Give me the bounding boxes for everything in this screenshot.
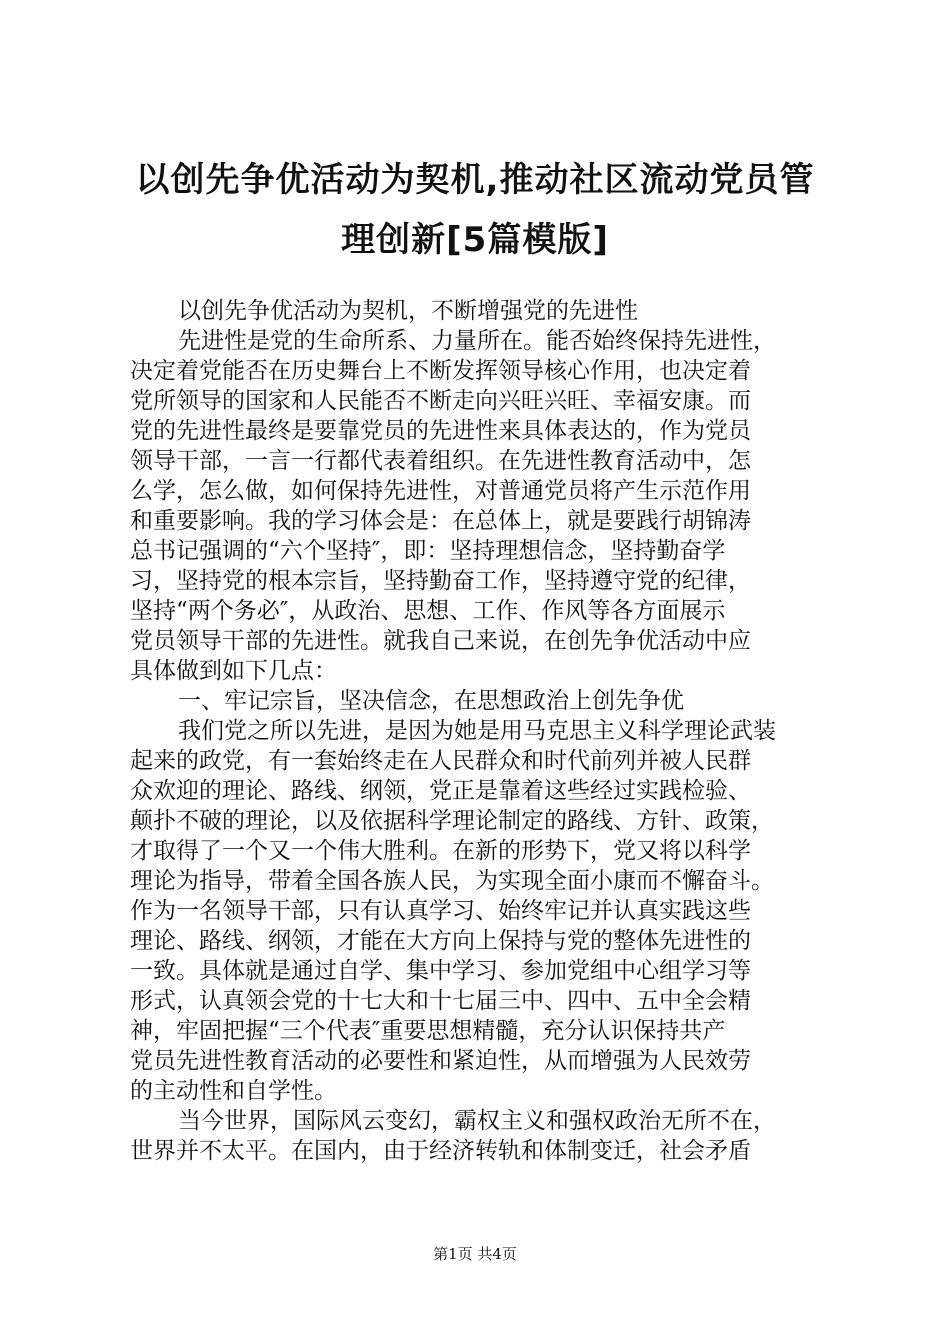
text-line: 习，坚持党的根本宗旨，坚持勤奋工作，坚持遵守党的纪律， xyxy=(130,568,751,594)
text-line: 起来的政党，有一套始终走在人民群众和时代前列并被人民群 xyxy=(130,748,751,774)
page-footer: 第1页 共4页 xyxy=(433,1245,517,1263)
text-line: 党员先进性教育活动的必要性和紧迫性，从而增强为人民效劳 xyxy=(130,1048,751,1074)
text-line: 以创先争优活动为契机，不断增强党的先进性 xyxy=(178,298,638,324)
document-body xyxy=(130,296,830,1166)
document-title-line-2: 理创新[5篇模版] xyxy=(341,220,609,260)
text-line: 我们党之所以先进，是因为她是用马克思主义科学理论武装 xyxy=(178,718,776,744)
text-line: 总书记强调的“六个坚持″，即：坚持理想信念，坚持勤奋学 xyxy=(130,538,726,564)
text-line: 么学，怎么做，如何保持先进性，对普通党员将产生示范作用 xyxy=(130,478,751,504)
text-line: 的主动性和自学性。 xyxy=(130,1078,337,1104)
text-line: 世界并不太平。在国内，由于经济转轨和体制变迁，社会矛盾 xyxy=(130,1138,751,1164)
text-line: 坚持“两个务必″，从政治、思想、工作、作风等各方面展示 xyxy=(130,598,726,624)
text-line: 具体做到如下几点： xyxy=(130,658,337,684)
text-line: 形式，认真领会党的十七大和十七届三中、四中、五中全会精 xyxy=(130,988,751,1014)
text-line: 一致。具体就是通过自学、集中学习、参加党组中心组学习等 xyxy=(130,958,751,984)
text-line: 神，牢固把握“三个代表″重要思想精髓，充分认识保持共产 xyxy=(130,1018,726,1044)
text-line: 理论为指导，带着全国各族人民，为实现全面小康而不懈奋斗。 xyxy=(130,868,774,894)
text-line: 和重要影响。我的学习体会是：在总体上，就是要践行胡锦涛 xyxy=(130,508,751,534)
text-line: 决定着党能否在历史舞台上不断发挥领导核心作用，也决定着 xyxy=(130,358,751,384)
text-line: 才取得了一个又一个伟大胜利。在新的形势下，党又将以科学 xyxy=(130,838,751,864)
text-line: 众欢迎的理论、路线、纲领，党正是靠着这些经过实践检验、 xyxy=(130,778,751,804)
text-line: 党员领导干部的先进性。就我自己来说，在创先争优活动中应 xyxy=(130,628,751,654)
text-line: 颠扑不破的理论，以及依据科学理论制定的路线、方针、政策， xyxy=(130,808,774,834)
text-line: 一、牢记宗旨，坚决信念，在思想政治上创先争优 xyxy=(178,688,684,714)
text-line: 当今世界，国际风云变幻，霸权主义和强权政治无所不在， xyxy=(178,1108,776,1134)
text-line: 党所领导的国家和人民能否不断走向兴旺兴旺、幸福安康。而 xyxy=(130,388,751,414)
text-line: 作为一名领导干部，只有认真学习、始终牢记并认真实践这些 xyxy=(130,898,751,924)
document-title-line-1: 以创先争优活动为契机,推动社区流动党员管 xyxy=(135,160,815,200)
text-line: 党的先进性最终是要靠党员的先进性来具体表达的，作为党员 xyxy=(130,418,751,444)
text-line: 先进性是党的生命所系、力量所在。能否始终保持先进性， xyxy=(178,328,776,354)
text-line: 领导干部，一言一行都代表着组织。在先进性教育活动中，怎 xyxy=(130,448,751,474)
text-line: 理论、路线、纲领，才能在大方向上保持与党的整体先进性的 xyxy=(130,928,751,954)
